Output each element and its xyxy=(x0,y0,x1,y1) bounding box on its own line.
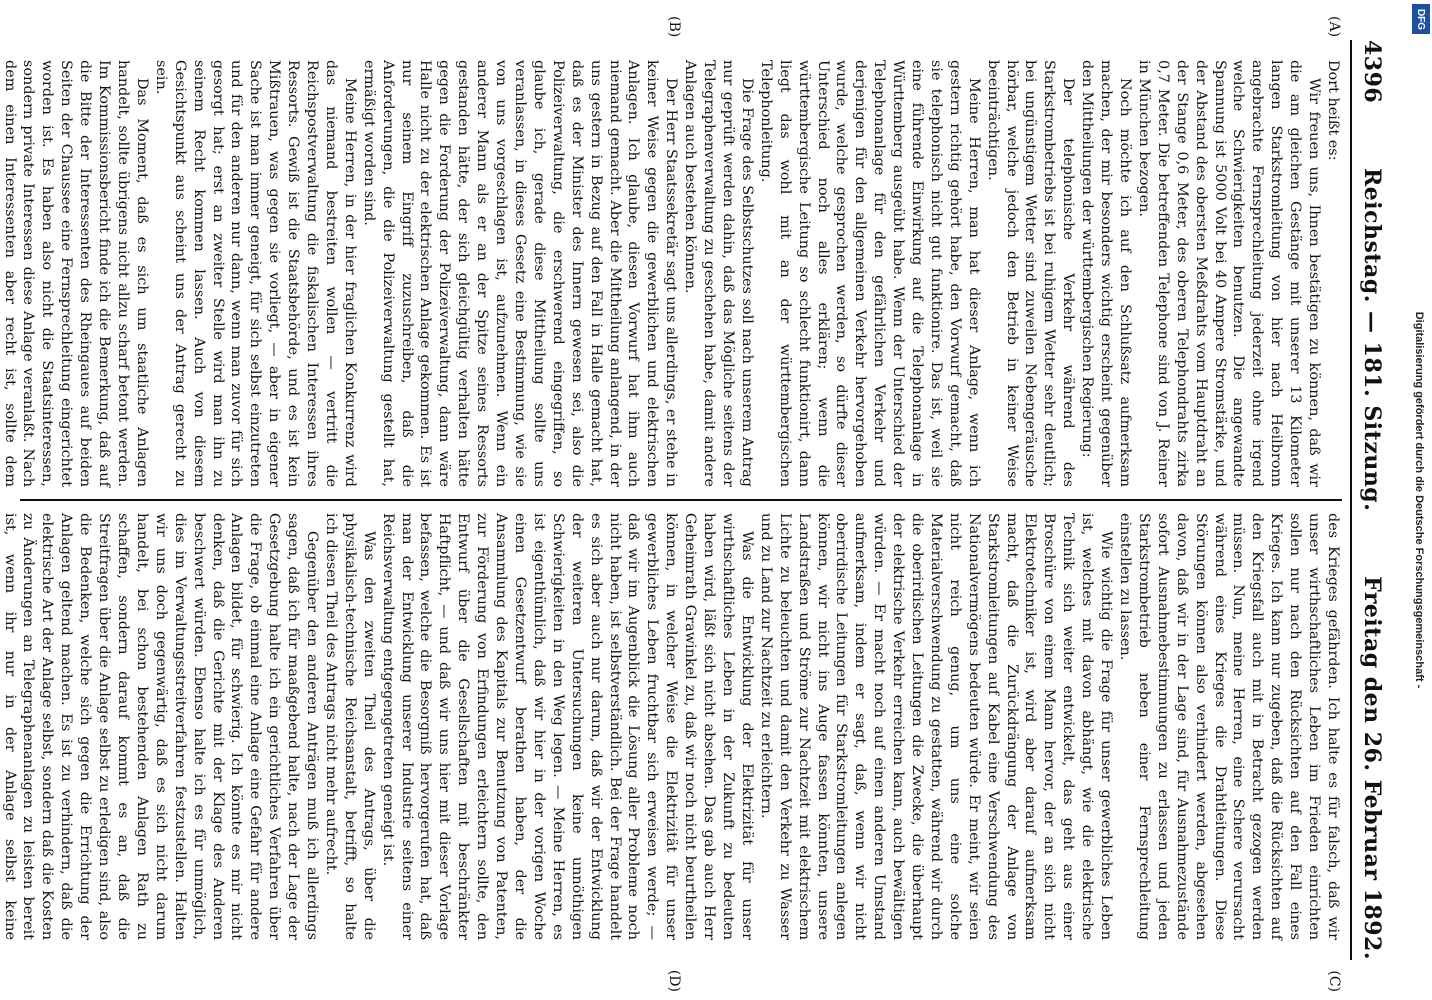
dfg-logo-icon xyxy=(1412,4,1430,34)
text-columns xyxy=(1,48,1342,952)
paragraph: Dort heißt es: xyxy=(1325,60,1341,161)
paragraph: Was den zweiten Theil des Antrags, über die physikalisch-technische Reichsanstalt, betrifft, so halte ich diesen Theil des Antrags nicht mehr aufrecht. xyxy=(322,513,377,940)
digitization-credit xyxy=(1408,0,1430,1000)
page-number: 4396 xyxy=(1359,40,1385,104)
session-date: Freitag den 26. Februar 1892. xyxy=(1359,576,1385,960)
margin-marker-a: (A) xyxy=(1326,16,1342,38)
paragraph: des Krieges gefährden. Ich halte es für falsch, daß wir unser wirthschaftliches Leben im Frieden einrichten sollen nur nach den Rücksichten auf den Fall eines Krieges. Ich kann nur zugeben, daß die Rücksichten auf den Kriegsfall auch mit in Betracht gezogen werden müssen. Nun, meine Herren, eine Schere verursacht während eines Krieges die Drahtleitungen. Diese Störungen können also verhindert werden, abgesehen davon, daß wir in der Lage sind, für Ausnahmezustände sofort Ausnahmebestimmungen zu erlassen und jeden Starkstrombetrieb neben einer Fernsprechleitung einstellen zu lassen. xyxy=(1117,513,1341,940)
left-column xyxy=(1,48,1342,499)
paragraph: Der telephonische Verkehr während des Starkstrombetriebs ist bei ruhigem Wetter sehr deutlich; bei ungünstigem Wetter sind zuweilen Nebengeräusche hörbar, welche jedoch den Betrieb in keiner Weise beeinträchtigen. xyxy=(984,60,1077,487)
paragraph: Meine Herren, in der hier fraglichen Konkurrenz wird das niemand bestreiten wollen — vertritt die Reichspostverwaltung die fiskalischen Interessen ihres Ressorts. Gewiß ist die Staatsbehörde, und es ist kein Mißtrauen, was gegen sie vorliegt, — aber in eigener Sache ist man immer geneigt, für sich selbst einzutreten und für den anderen nur dann, wenn man zuvor für sich gesorgt hat; erst an zweiter Stelle wird man ihn zu seinem Recht kommen lassen. Auch von diesem Gesichtspunkt aus scheint uns der Antrag gerecht zu sein. xyxy=(152,60,358,487)
margin-marker-c: (C) xyxy=(1326,970,1342,992)
paragraph: Wir freuen uns, Ihnen bestätigen zu können, daß wir die am gleichen Gestänge mit unserer 13 Kilometer langen Starkstromleitung von hier nach Heilbronn angebrachte Fernsprechleitung jederzeit ohne irgend welche Schwierigkeiten benutzen. Die angewandte Spannung ist 5000 Volt bei 40 Ampere Stromstärke, und der Abstand des obersten Meßdrahts vom Hauptdraht an der Stange 0,6 Meter, des oberen Telephondrahts zirka 0,7 Meter. Die betreffenden Telephone sind von J. Reiner in München bezogen. xyxy=(1135,60,1323,487)
paragraph: Die Frage des Selbstschutzes soll nach unserem Antrag nur geprüft werden dahin, daß das Mögliche seitens der Telegraphenverwaltung zu geschehen habe, damit andere Anlagen auch bestehen können. xyxy=(682,60,755,487)
right-column xyxy=(1,499,1342,952)
margin-marker-b: (B) xyxy=(666,16,682,38)
paragraph: Gegenüber den anderen Anträgen muß ich allerdings sagen, daß ich für maaßgebend halte, nach der Lage der Gesetzgebung halte ich ein gerichtliches Verfahren über die Frage, ob einmal eine Anlage eine Gefahr für andere Anlagen bildet, für schwierig. Ich könnte es mir nicht denken, daß die Gerichte mit der Klage des Anderen beschwert würden. Ebenso halte ich es für unmöglich, dies im Verwaltungsstreitverfahren festzustellen. Halten wir uns doch gegenwärtig, daß es sich nicht darum handelt, bei schon bestehenden Anlagen Rath zu schaffen, sondern darauf kommt es an, daß die Streitfragen über die Anlage selbst zu erledigen sind, also die Bedenken, welche sich gegen die Errichtung der Anlagen geltend machen. Es ist zu verhindern, daß die elektrische Art der Anlage selbst, sondern daß die Kosten zu Änderungen an Telegraphenanlagen zu leisten bereit ist, wenn ihr nur in der Anlage selbst keine xyxy=(1,513,321,940)
dfg-logo-text: DFG xyxy=(1415,8,1427,30)
paragraph: Was die Entwicklung der Elektrizität für unser wirthschaftliches Leben in der Zukunft zu bedeuten haben wird, läßt sich nicht absehen. Das gab auch Herr Geheimrath Grawinkel zu, daß wir noch nicht beurtheilen können, in welcher Weise die Elektrizität für unser gewerbliches Leben fruchtbar sich erweisen werde; — daß wir im Augenblick die Lösung aller Probleme noch nicht haben, ist selbstverständlich. Bei der Frage handelt es sich aber auch nur darum, daß wir der Entwicklung der weiteren Untersuchungen keine unnöthigen Schwierigkeiten in den Weg legen. — Meine Herren, es ist eigenthümlich, daß wir hier in der vorigen Woche einen Gesetzentwurf berathen haben, der die Ansammlung des Kapitals zur Benutzung von Patenten, zur Förderung von Erfindungen erleichtern sollte, den Entwurf über die Gesellschaften mit beschränkter Haftpflicht, — und daß wir uns hier mit dieser Vorlage befassen, welche die Besorgniß hervorgerufen hat, daß man der Entwicklung unserer Industrie seitens einer Reichsverwaltung entgegengetreten geneigt ist. xyxy=(379,513,755,940)
header-rule xyxy=(1350,40,1352,960)
margin-marker-d: (D) xyxy=(666,969,682,992)
paragraph: Noch möchte ich auf den Schlußsatz aufmerksam machen, der mir besonders wichtig erscheint gegenüber den Mittheilungen der württembergischen Regierung: xyxy=(1079,60,1134,487)
credit-text: Digitalisierung gefördert durch die Deutsche Forschungsgemeinschaft - xyxy=(1413,311,1425,689)
paragraph: Das Moment, daß es sich um staatliche Anlagen handelt, sollte übrigens nicht allzu scharf betont werden. Im Kommissionsbericht finde ich die Bemerkung, daß auf die Bitte der Interessenten des Rheingaues auf beiden Seiten der Chaussee eine Fernsprechleitung eingerichtet worden ist. Es haben also nicht die Staatsinteressen, sondern private Interessen diese Anlage veranlaßt. Nach dem einen Interessenten aber recht ist, sollte dem xyxy=(1,60,150,487)
session-title: Reichstag. — 181. Sitzung. xyxy=(1359,167,1385,512)
page-header xyxy=(1352,40,1392,960)
paragraph: Wie wichtig die Frage für unser gewerbliches Leben ist, welches mit davon abhängt, wie die elektrische Technik sich weiter entwickelt, das geht aus einer Broschüre von einem Mann hervor, der an sich nicht Elektrotechniker ist, wird aber darauf aufmerksam macht, daß die Zurückdrängung der Anlage von Starkstromleitungen auf Kabel eine Verschwendung des Nationalvermögens bedeuten würde. Er meint, wir seien nicht reich genug, um uns eine solche Materialverschwendung zu gestatten, während wir durch die oberirdischen Leitungen die Zwecke, die überhaupt der elektrische Verkehr erreichen kann, auch bewältigen würden. — Er macht noch auf einen anderen Umstand aufmerksam, indem er sagt, daß, wenn wir nicht oberirdische Leitungen für Starkstromleitungen anlegen können, wir nicht ins Auge fassen könnten, unsere Landstraßen und Ströme zur Nachtzeit mit elektrischem Lichte zu beleuchten und damit den Verkehr zu Wasser und zu Land zur Nachtzeit zu erleichtern. xyxy=(757,513,1115,940)
paragraph: Meine Herren, man hat dieser Anlage, wenn ich gestern richtig gehört habe, den Vorwurf gemacht, daß sie telephonisch nicht gut funktionire. Das ist, weil sie eine führende Einwirkung auf die Telephonanlage in Württemberg ausgeübt habe. Wenn der Unterschied der Telephonanlage für den gefährlichen Verkehr und derjenigen für den allgemeinen Verkehr hervorgehoben wurde, welche gesprochen werden, so dürfte dieser Unterschied noch alles erklären; wenn die württembergische Leitung so schlecht funktionirt, dann liegt das wohl mit an der württembergischen Telephonleitung. xyxy=(757,60,982,487)
paragraph: Der Herr Staatssekretär sagt uns allerdings, er stehe in keiner Weise gegen die gewerblichen und elektrischen Anlagen. Ich glaube, diesen Vorwurf hat ihm auch niemand gemacht. Aber die Mittheilung anlangend, in der uns gestern in Bezug auf den Fall in Halle gemacht hat, daß es der Minister des Innern gewesen sei, also die Polizeiverwaltung, die erschwerend eingegriffen, so glaube ich, gerade diese Mittheilung sollte uns veranlassen, in dieses Gesetz eine Bestimmung, wie sie von uns vorgeschlagen ist, aufzunehmen. Wenn ein anderer Mann als er an der Spitze seines Ressorts gestanden hätte, der sich gleichgültig verhalten hätte gegen die Forderung der Polizeiverwaltung, dann wäre Halle nicht zu der elektrischen Anlage gekommen. Es ist nur seinem Eingriff zuzuschreiben, daß die Anforderungen, die die Polizeiverwaltung gestellt hat, ermäßigt worden sind. xyxy=(360,60,680,487)
